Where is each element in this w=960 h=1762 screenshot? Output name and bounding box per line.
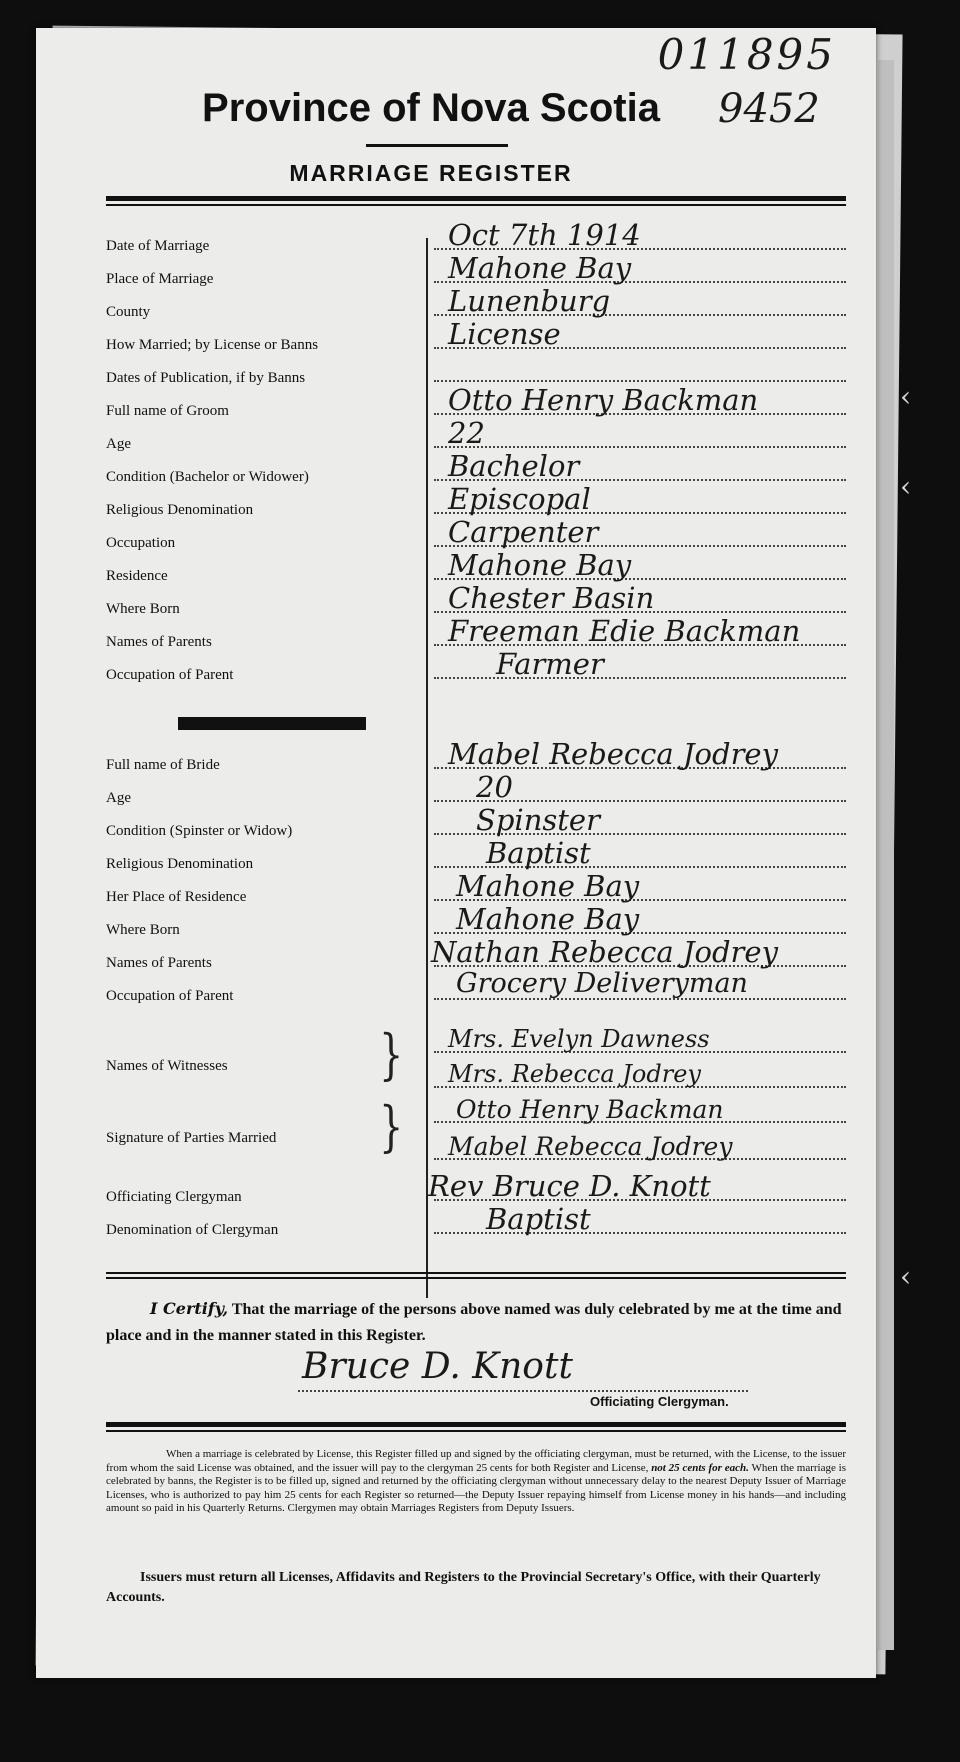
field-value: Mahone Bay <box>448 548 632 582</box>
field-label: Her Place of Residence <box>106 889 247 905</box>
field-label: Officiating Clergyman <box>106 1189 242 1205</box>
field-label: Condition (Bachelor or Widower) <box>106 469 309 485</box>
field-value: Chester Basin <box>448 581 655 615</box>
field-groom-parents <box>36 614 876 655</box>
field-label: Names of Parents <box>106 634 212 650</box>
certify-word: I Certify, <box>150 1299 229 1318</box>
margin-mark: ‹ <box>900 470 912 503</box>
register-form <box>36 28 876 1678</box>
signatures-brace: } <box>379 1095 404 1158</box>
field-label: Residence <box>106 568 168 584</box>
certificate-rule <box>106 1272 846 1274</box>
field-label: Denomination of Clergyman <box>106 1222 279 1238</box>
field-value: Oct 7th 1914 <box>448 218 641 252</box>
field-value: Baptist <box>486 836 591 870</box>
field-label: Occupation <box>106 535 176 551</box>
attached-strip <box>878 60 894 1650</box>
field-label: Signature of Parties Married <box>106 1130 277 1146</box>
field-value: 22 <box>448 416 485 450</box>
header-rule <box>106 196 846 201</box>
title-underline <box>366 144 508 147</box>
instructions-text: When a marriage is celebrated by License, this Register filled up and signed by the officiating clergyman, must be returned, with the License, to the issuer from whom the said License was obtained, and the issuer will pay to the clergyman 25 cents for both Register and License, not 25 cents for each. When the marriage is celebrated by banns, the Register is to be filled up, signed and returned by the officiating clergyman without unnecessary delay to the nearest Deputy Issuer of Marriage Licenses, who is authorized to pay him 25 cents for each Register so returned—the Deputy Issuer repaying himself from License money in his hands—and including amount so paid in his Quarterly Returns. Clergymen may obtain Marriages Registers from Deputy Issuers. <box>106 1448 846 1514</box>
field-how-married <box>36 317 876 358</box>
field-groom-parent-occupation <box>36 647 876 688</box>
footer-rule-thin <box>106 1430 846 1432</box>
field-value: Nathan Rebecca Jodrey <box>431 935 778 969</box>
field-value: Otto Henry Backman <box>456 1095 724 1124</box>
header-rule-thin <box>106 204 846 206</box>
field-value: Lunenburg <box>448 284 611 318</box>
signature-line <box>298 1390 748 1392</box>
field-clergyman-denomination <box>36 1202 876 1243</box>
clergyman-signature: Bruce D. Knott <box>302 1346 573 1387</box>
field-label: Where Born <box>106 922 180 938</box>
signature-caption: Officiating Clergyman. <box>590 1394 729 1409</box>
field-label: Place of Marriage <box>106 271 214 287</box>
issuers-note: Issuers must return all Licenses, Affidavits and Registers to the Provincial Secretary's Office, with their Quarterly Accounts. <box>106 1570 821 1605</box>
field-value: Otto Henry Backman <box>448 383 759 417</box>
field-label: Dates of Publication, if by Banns <box>106 370 306 386</box>
field-value: Mahone Bay <box>456 902 640 936</box>
field-value: Mabel Rebecca Jodrey <box>448 1132 733 1161</box>
field-bride-parent-occupation <box>36 968 876 1009</box>
file-number: 9452 <box>718 86 820 132</box>
footer-rule <box>106 1422 846 1427</box>
field-label: Age <box>106 790 131 806</box>
field-value: Spinster <box>476 803 600 837</box>
serial-number: 011895 <box>657 30 836 79</box>
field-label: Names of Parents <box>106 955 212 971</box>
field-label: Religious Denomination <box>106 856 254 872</box>
field-label: Occupation of Parent <box>106 667 234 683</box>
field-value: 20 <box>476 770 513 804</box>
field-bride-condition <box>36 803 876 844</box>
field-value: Mabel Rebecca Jodrey <box>448 737 778 771</box>
field-value: Mahone Bay <box>456 869 640 903</box>
field-witnesses-label <box>36 1046 876 1079</box>
field-value: Mahone Bay <box>448 251 632 285</box>
field-label: Occupation of Parent <box>106 988 234 1004</box>
field-label: Full name of Bride <box>106 757 220 773</box>
margin-mark: ‹ <box>900 380 912 413</box>
field-label: Religious Denomination <box>106 502 254 518</box>
margin-mark: ‹ <box>900 1260 912 1293</box>
field-value: Grocery Deliveryman <box>456 968 748 999</box>
field-value: Carpenter <box>448 515 599 549</box>
field-label: Where Born <box>106 601 180 617</box>
certificate-rule-2 <box>106 1277 846 1279</box>
field-value: Farmer <box>496 647 604 681</box>
certificate-text <box>106 1296 846 1349</box>
field-value: Baptist <box>486 1202 591 1236</box>
field-value: Bachelor <box>448 449 580 483</box>
field-signatures-label <box>36 1118 876 1151</box>
witnesses-brace: } <box>379 1023 404 1086</box>
field-label: Condition (Spinster or Widow) <box>106 823 293 839</box>
field-bride-age <box>36 770 876 811</box>
field-label: Names of Witnesses <box>106 1058 228 1074</box>
field-value: Mrs. Rebecca Jodrey <box>448 1060 701 1088</box>
field-value: Episcopal <box>448 482 591 516</box>
page-title: Province of Nova Scotia <box>202 86 660 130</box>
certificate-body: That the marriage of the persons above named was duly celebrated by me at the time and place and in the manner stated in this Register. <box>106 1301 842 1344</box>
field-label: Date of Marriage <box>106 238 210 254</box>
field-value: License <box>448 317 561 351</box>
field-label: Age <box>106 436 131 452</box>
field-label: How Married; by License or Banns <box>106 337 319 353</box>
field-value: Rev Bruce D. Knott <box>428 1169 711 1203</box>
field-officiating-clergyman <box>36 1169 876 1210</box>
field-label: Full name of Groom <box>106 403 229 419</box>
field-bride-name <box>36 737 876 778</box>
section-separator-bar <box>178 717 366 730</box>
field-value: Freeman Edie Backman <box>448 614 801 648</box>
field-label: County <box>106 304 151 320</box>
field-value: Mrs. Evelyn Dawness <box>448 1025 710 1053</box>
page-subtitle: MARRIAGE REGISTER <box>289 160 573 186</box>
